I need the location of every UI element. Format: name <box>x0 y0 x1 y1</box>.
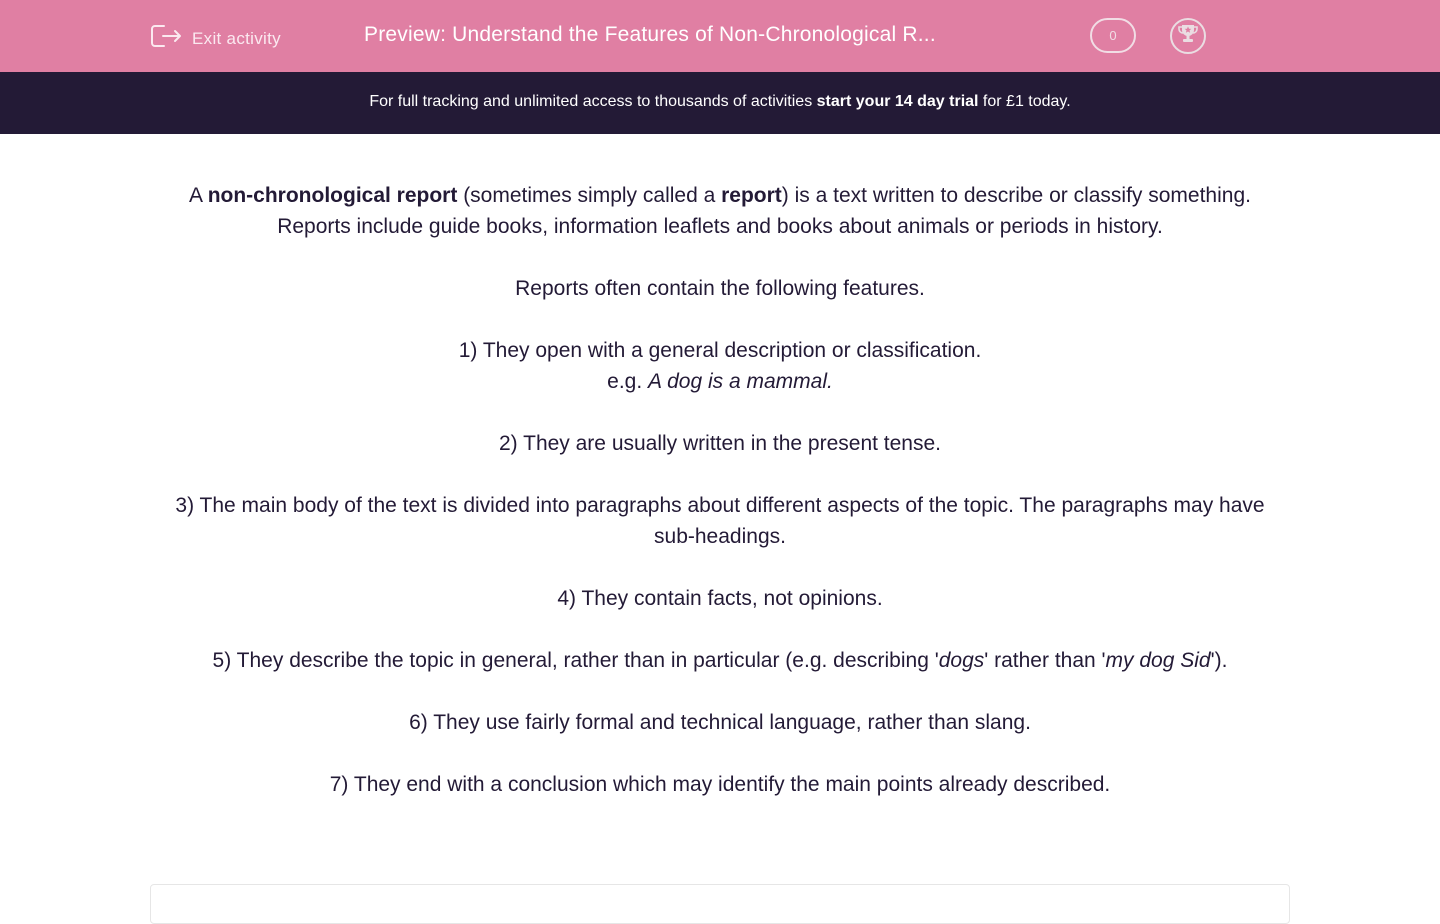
feature-2: 2) They are usually written in the present tense. <box>498 432 941 455</box>
text: ) is a text written to describe or classify something. Reports include guide books, information leaflets and books about animals or periods in history. <box>277 184 1251 238</box>
top-bar <box>0 0 1440 72</box>
example-text: dogs <box>938 649 985 672</box>
exit-activity-label: Exit activity <box>192 28 281 48</box>
exit-icon <box>150 22 182 55</box>
question-card <box>150 884 1290 924</box>
trophy-icon <box>1177 23 1199 50</box>
text: (sometimes simply called a <box>457 184 722 207</box>
feature-1 <box>155 335 1285 397</box>
score-badge: 0 <box>1090 18 1136 53</box>
bold-term: non-chronological report <box>207 184 458 207</box>
intro-paragraph <box>155 180 1285 242</box>
feature-6: 6) They use fairly formal and technical language, rather than slang. <box>409 711 1031 734</box>
activity-intro-text <box>155 134 1285 800</box>
feature-5 <box>155 645 1285 676</box>
trial-link[interactable]: start your 14 day trial <box>816 93 979 110</box>
text: 1) They open with a general description or classification. <box>458 339 982 362</box>
text: e.g. <box>607 370 649 393</box>
banner-text: For full tracking and unlimited access to thousands of activities <box>369 93 817 110</box>
text: ' rather than ' <box>984 649 1106 672</box>
lead-paragraph: Reports often contain the following features. <box>515 277 925 300</box>
feature-3: 3) The main body of the text is divided into paragraphs about different aspects of the topic. The paragraphs may have sub-headings. <box>175 494 1265 548</box>
text: A <box>189 184 208 207</box>
text: 5) They describe the topic in general, rather than in particular (e.g. describing ' <box>212 649 939 672</box>
trophy-button[interactable] <box>1170 18 1206 54</box>
example-text: my dog Sid <box>1105 649 1211 672</box>
text: '). <box>1210 649 1228 672</box>
banner-text-end: for £1 today. <box>978 93 1071 110</box>
bold-term: report <box>721 184 782 207</box>
example-text: A dog is a mammal. <box>648 370 833 393</box>
exit-activity-button[interactable] <box>150 22 281 55</box>
trial-banner <box>0 72 1440 134</box>
feature-7: 7) They end with a conclusion which may identify the main points already described. <box>329 773 1111 796</box>
activity-title: Preview: Understand the Features of Non-Chronological R... <box>364 23 936 46</box>
feature-4: 4) They contain facts, not opinions. <box>557 587 883 610</box>
